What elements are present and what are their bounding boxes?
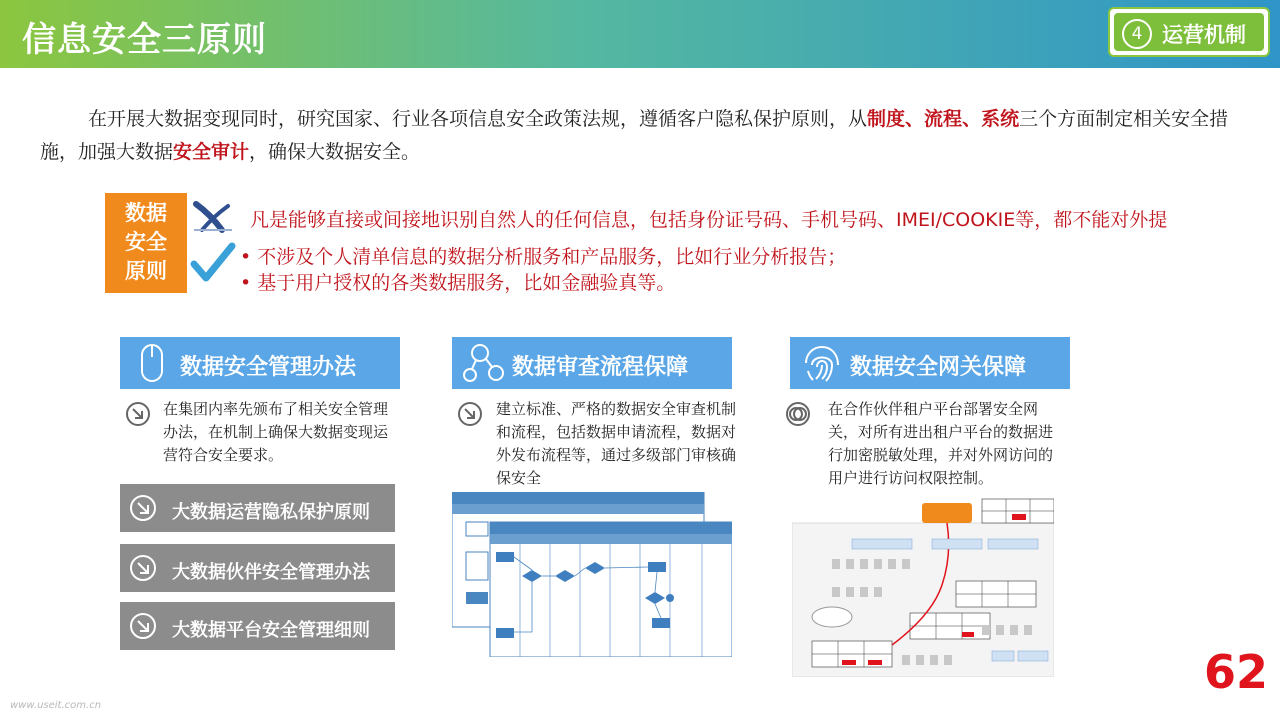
section-badge-inner [1114,13,1264,51]
intro-text-2: 三个方面制定相关安全措施，加强大数据 [40,108,1229,163]
header-bar [0,0,1280,68]
policy-button-label: 大数据平台安全管理细则 [172,620,370,641]
principle-box-line-1: 数据 [125,201,167,225]
policy-button-platform[interactable] [120,602,395,650]
policy-button-label: 大数据运营隐私保护原则 [172,502,370,523]
card-body-gateway: 在合作伙伴租户平台部署安全网关，对所有进出租户平台的数据进行加密脱敏处理，并对外网访问的用户进行访问权限控制。 [828,400,1054,487]
check-icon [190,240,236,284]
section-number: 4 [1122,19,1152,49]
principle-box-line-2: 安全 [125,230,167,254]
card-title-gateway: 数据安全网关保障 [850,355,1027,380]
prohibited-statement: 凡是能够直接或间接地识别自然人的任何信息，包括身份证号码、手机号码、IMEI/COOKIE等，都不能对外提 [250,209,1168,231]
intro-text-1: 在开展大数据变现同时，研究国家、行业各项信息安全政策法规，遵循客户隐私保护原则，从 [88,108,868,130]
arrow-circle-icon [456,400,484,428]
intro-sep-1: 、 [905,108,925,130]
card-title-management: 数据安全管理办法 [180,355,357,380]
arrow-circle-icon [124,400,152,428]
arrow-circle-icon [128,553,158,583]
card-title-review: 数据审查流程保障 [512,355,689,380]
page-title: 信息安全三原则 [22,20,267,60]
mouse-icon [130,341,174,385]
intro-highlight-policy: 制度 [867,108,906,130]
card-header-review [452,337,732,389]
policy-button-label: 大数据伙伴安全管理办法 [172,562,370,583]
section-label: 运营机制 [1162,23,1246,47]
card-body-review: 建立标准、严格的数据安全审查机制和流程，包括数据申请流程，数据对外发布流程等，通过多级部门审核确保安全 [496,400,737,487]
card-header-management [120,337,400,389]
data-security-principle-box [105,193,187,293]
card-header-gateway [790,337,1070,389]
network-icon [462,341,506,385]
intro-highlight-process: 流程 [924,108,963,130]
principle-box-line-3: 原则 [125,259,167,283]
cross-icon [192,200,234,234]
allowed-item-1: • 不涉及个人清单信息的数据分析服务和产品服务，比如行业分析报告； [240,246,847,268]
allowed-item-2: • 基于用户授权的各类数据服务，比如金融验真等。 [240,272,676,294]
gateway-architecture-image [792,495,1054,677]
policy-button-partner[interactable] [120,544,395,592]
rings-icon [784,400,812,428]
section-badge [1108,7,1270,57]
watermark: www.useit.com.cn [10,700,102,711]
fingerprint-icon [800,341,844,385]
card-body-management: 在集团内率先颁布了相关安全管理办法，在机制上确保大数据变现运营符合安全要求。 [163,400,389,464]
review-flowchart-image [452,492,732,657]
intro-sep-2: 、 [962,108,982,130]
intro-text-3: ，确保大数据安全。 [249,141,421,163]
intro-highlight-system: 系统 [981,108,1020,130]
page-number: 62 [1203,645,1268,699]
intro-highlight-audit: 安全审计 [173,141,250,163]
arrow-circle-icon [128,493,158,523]
arrow-circle-icon [128,611,158,641]
policy-button-privacy[interactable] [120,484,395,532]
intro-paragraph [40,103,1265,169]
